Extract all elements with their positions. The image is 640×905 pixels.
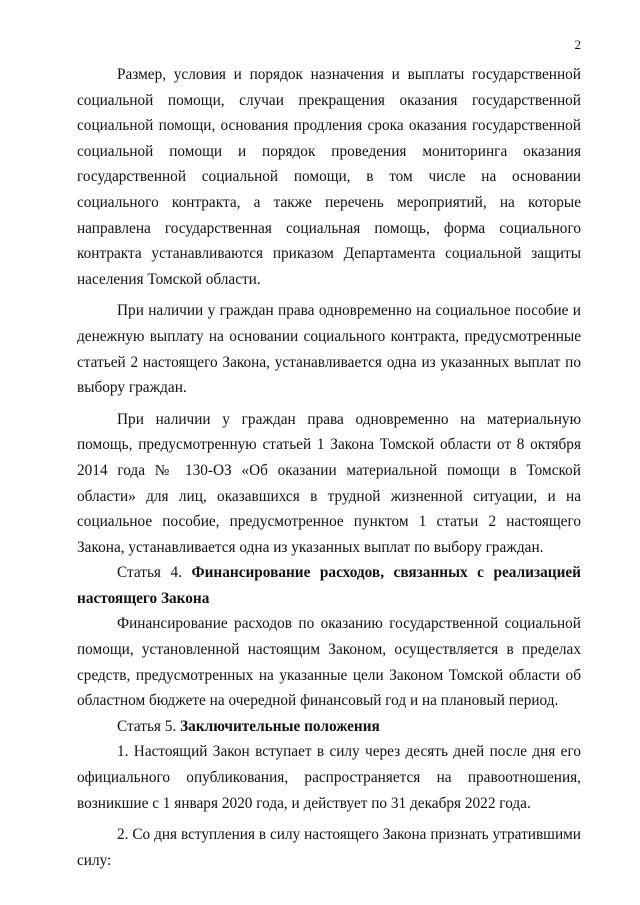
article-5-item-2: 2. Со дня вступления в силу настоящего Закона признать утратившими силу: bbox=[77, 826, 581, 869]
article-4-prefix: Статья 4. bbox=[117, 564, 192, 582]
article-5-heading bbox=[77, 714, 581, 740]
article-5-item-1: 1. Настоящий Закон вступает в силу через десять дней после дня его официального опубликования, распространяется на правоотношения, возникшие с 1 января 2020 года, и действует по 31 декабря 2022 года. bbox=[77, 743, 581, 812]
paragraph-material-assistance: При наличии у граждан права одновременно на материальную помощь, предусмотренную статьей 1 Закона Томской области от 8 октября 2014 года № 130-ОЗ «Об оказании материальной помощи в Томской области» для лиц, оказавшихся в трудной жизненной ситуации, и на социальное пособие, предусмотренное пунктом 1 статьи 2 настоящего Закона, устанавливается одна из указанных выплат по выбору граждан. bbox=[77, 410, 581, 556]
article-4-body: Финансирование расходов по оказанию государственной социальной помощи, установленной настоящим Законом, осуществляется в пределах средств, предусмотренных на указанные цели Законом Томской области об областном бюджете на очередной финансовый год и на плановый период. bbox=[77, 615, 581, 710]
document-body bbox=[77, 62, 581, 873]
article-5-title: Заключительные положения bbox=[180, 717, 380, 735]
paragraph-social-assistance-conditions: Размер, условия и порядок назначения и выплаты государственной социальной помощи, случаи прекращения оказания государственной социальной помощи, основания продления срока оказания государственной социальной помощи и порядок проведения мониторинга оказания государственной социальной помощи, в том числе на основании социального контракта, а также перечень мероприятий, на которые направлена государственная социальная помощь, форма социального контракта устанавливаются приказом Департамента социальной защиты населения Томской области. bbox=[77, 66, 581, 288]
article-5-prefix: Статья 5. bbox=[117, 717, 181, 735]
paragraph-choice-of-payment: При наличии у граждан права одновременно на социальное пособие и денежную выплату на основании социального контракта, предусмотренные статьей 2 настоящего Закона, устанавливается одна из указанных выплат по выбору граждан. bbox=[77, 302, 581, 397]
article-4-title: Финансирование расходов, связанных с реализацией настоящего Закона bbox=[77, 564, 581, 607]
article-4-heading bbox=[77, 560, 581, 611]
page-number: 2 bbox=[574, 37, 581, 52]
